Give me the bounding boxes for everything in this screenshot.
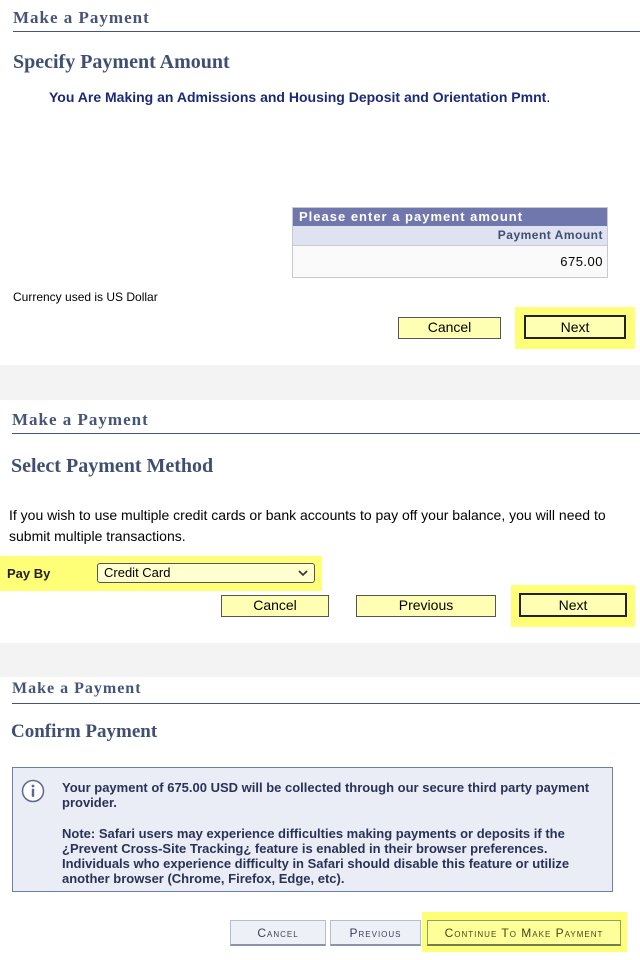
pay-by-selected-value: Credit Card	[104, 565, 171, 580]
cancel-button[interactable]: Cancel	[398, 317, 501, 339]
cancel-button[interactable]: Cancel	[230, 920, 326, 946]
currency-note: Currency used is US Dollar	[13, 290, 158, 304]
section-header: Make a Payment	[13, 8, 150, 27]
payment-amount-value: 675.00	[560, 254, 603, 269]
section-rule	[12, 433, 640, 434]
section-gap	[0, 643, 640, 677]
payment-notice	[49, 89, 550, 105]
cancel-button[interactable]: Cancel	[221, 595, 329, 617]
payment-amount-grid	[292, 207, 608, 278]
payment-notice-text: You Are Making an Admissions and Housing Deposit and Orientation Pmnt	[49, 89, 547, 105]
payment-amount-cell[interactable]	[293, 246, 607, 277]
page-title: Select Payment Method	[11, 455, 214, 477]
payment-notice-period: .	[546, 89, 551, 105]
info-circle-icon	[21, 779, 45, 808]
page-title: Specify Payment Amount	[13, 51, 230, 73]
section-header: Make a Payment	[12, 680, 142, 697]
section-header: Make a Payment	[12, 410, 149, 429]
continue-to-payment-button[interactable]: Continue To Make Payment	[427, 920, 621, 946]
section-rule	[13, 31, 640, 32]
section-rule	[12, 703, 640, 704]
chevron-down-icon	[298, 564, 308, 587]
grid-title: Please enter a payment amount	[293, 208, 607, 226]
pay-by-select[interactable]	[97, 563, 315, 583]
safari-note: Note: Safari users may experience difficulties making payments or deposits if the ¿Prevent Cross-Site Tracking¿ feature is enabled in their browser preferences. Individuals who experience difficulty in Safari should disable this feature or utilize another browser (Chrome, Firefox, Edge, etc).	[62, 826, 570, 886]
next-button[interactable]: Next	[524, 315, 626, 339]
previous-button[interactable]: Previous	[356, 595, 496, 617]
grid-column-header: Payment Amount	[293, 226, 607, 246]
next-button[interactable]: Next	[519, 593, 627, 617]
confirm-message-box	[12, 767, 613, 892]
payment-provider-message: Your payment of 675.00 USD will be collected through our secure third party payment provider.	[62, 780, 590, 810]
multiple-transactions-info: If you wish to use multiple credit cards or bank accounts to pay off your balance, you will need to submit multiple transactions.	[9, 507, 606, 544]
page-title: Confirm Payment	[11, 721, 158, 742]
previous-button[interactable]: Previous	[330, 920, 421, 946]
pay-by-label: Pay By	[7, 566, 51, 581]
section-gap	[0, 365, 640, 400]
